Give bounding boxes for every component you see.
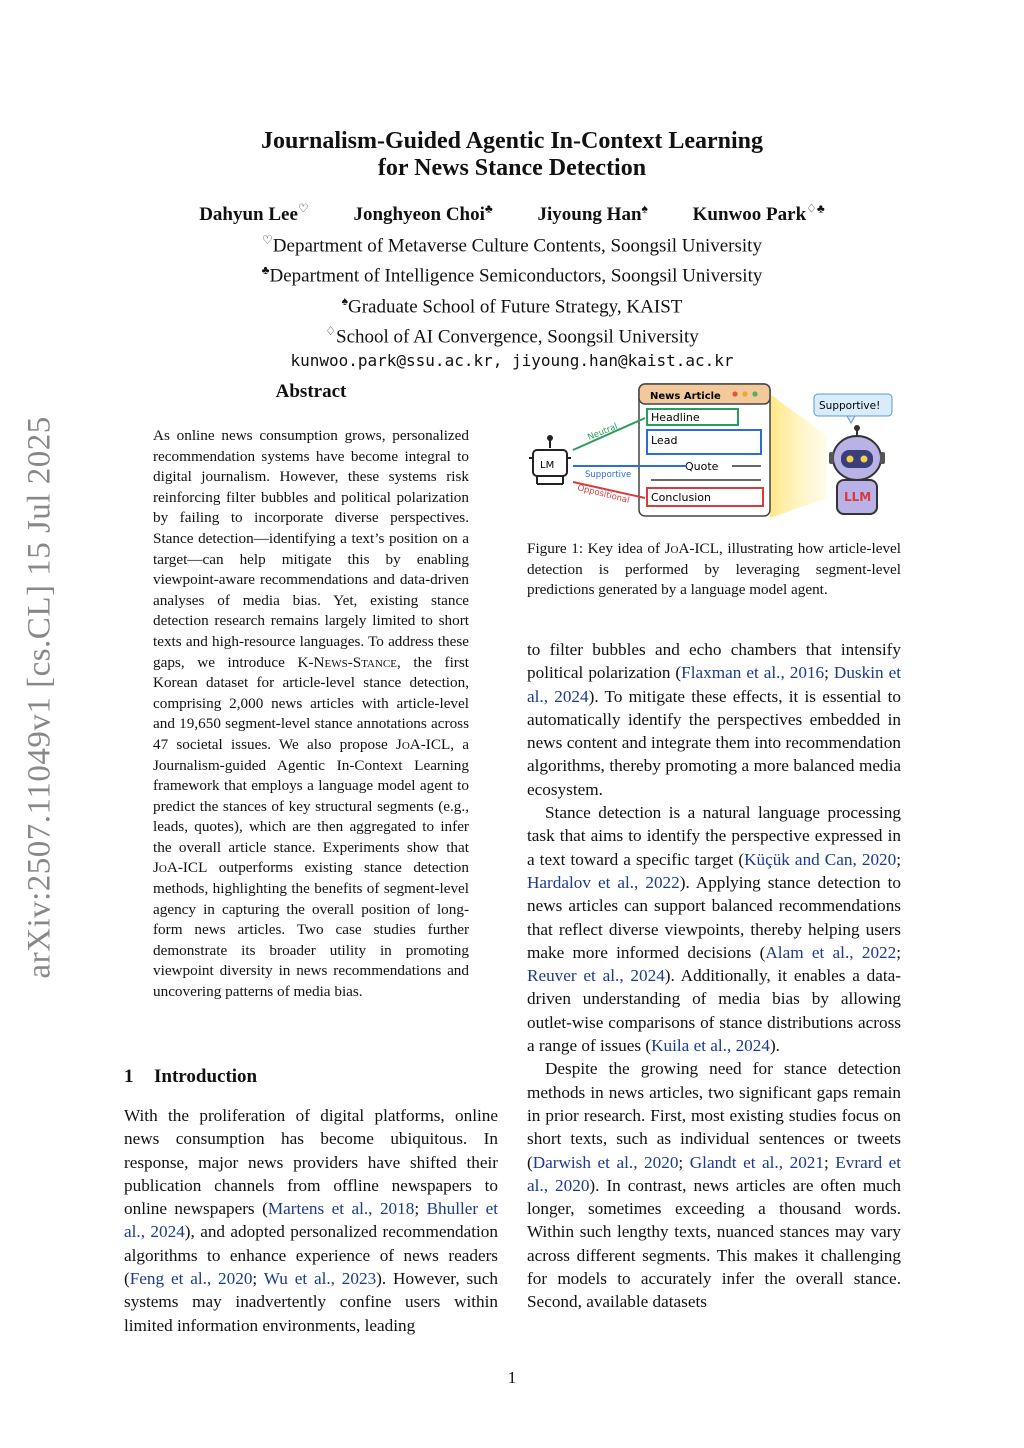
citation[interactable]: Martens et al., 2018 [267,1199,415,1219]
paragraph: Stance detection is a natural language processing task that aims to identify the perspective expressed in a text toward a specific target (Küçük and Can, 2020; Hardalov et al., 2022). Applying stance detection to news articles can support balanced recommendations that reflect diverse viewpoints, thereby helping users make more informed decisions (Alam et al., 2022; Reuver et al., 2024). Additionally, it enables a data-driven understanding of media bias by allowing outlet-wise comparisons of stance distributions across a range of issues (Kuila et al., 2024). [527,803,902,1056]
method-name: JoA-ICL [395,735,451,753]
author: Kunwoo Park♢♣ [692,202,825,226]
svg-text:Supportive!: Supportive! [819,400,881,412]
citation[interactable]: Feng et al., 2020 [129,1269,253,1289]
svg-text:Supportive: Supportive [585,470,632,480]
citation[interactable]: Hardalov et al., 2022 [527,872,680,892]
paragraph: to filter bubbles and echo chambers that intensify political polarization (Flaxman et al., 2016; Duskin et al., 2024). To mitigate these effects, it is essential to automatically identify the perspectives embedded in news content and integrate them into recommendation algorithms, thereby promoting a more balanced media ecosystem. [527,640,902,799]
svg-text:Lead: Lead [651,434,678,447]
page-number: 1 [507,1368,517,1387]
email-addresses[interactable]: kunwoo.park@ssu.ac.kr, jiyoung.han@kaist.ac.kr [290,351,734,371]
svg-text:Conclusion: Conclusion [651,491,711,504]
intro-left-column: With the proliferation of digital platforms, online news consumption has become ubiquitous. In response, major news providers have shifted their publication channels from offline newspapers to online newspapers (Martens et al., 2018; Bhuller et al., 2024), and adopted personalized recommendation algorithms to enhance experience of news readers (Feng et al., 2020; Wu et al., 2023). However, such systems may inadvertently confine users within limited information environments, leading [124,1106,498,1335]
intro-right-column [527,638,901,1314]
author: Dahyun Lee♡ [199,202,309,226]
citation[interactable]: Reuver et al., 2024 [527,966,665,986]
figure-1 [527,378,901,528]
figure-caption: Figure 1: Key idea of JoA-ICL, illustrating how article-level detection is performed by leveraging segment-level predictions generated by a language model agent. [527,540,901,599]
affiliations [0,228,1024,373]
affiliation: ♡Department of Metaverse Culture Contents, Soongsil University [262,233,762,257]
citation[interactable]: Alam et al., 2022 [765,942,897,962]
affiliation: ♣Department of Intelligence Semiconductors, Soongsil University [261,263,763,287]
section-heading: 1 Introduction [124,1066,258,1087]
svg-text:LLM: LLM [844,490,872,504]
window-dot [732,391,737,396]
panel-title: News Article [650,391,721,402]
paragraph: Despite the growing need for stance detection methods in news articles, two significant gaps remain in prior research. First, most existing studies focus on short texts, such as individual sentences or tweets (Darwish et al., 2020; Glandt et al., 2021; Evrard et al., 2020). In contrast, news articles are often much longer, sometimes exceeding a thousand words. Within such lengthy texts, nuanced stances may vary across different segments. This makes it challenging for models to accurately infer the overall stance. Second, available datasets [527,1059,902,1312]
title-line-1: Journalism-Guided Agentic In-Context Learning [260,128,764,154]
citation[interactable]: Wu et al., 2023 [263,1269,377,1289]
window-dot [752,391,757,396]
svg-text:Headline: Headline [651,411,700,424]
citation[interactable]: Darwish et al., 2020 [532,1152,679,1172]
abstract-text: As online news consumption grows, personalized recommendation systems have become integral to digital journalism. However, these systems risk reinforcing filter bubbles and political polarization by failing to incorporate diverse perspectives. Stance detection—identifying a text’s position on a target—can help mitigate this by enabling viewpoint-aware recommendations and data-driven analyses of media bias. Yet, existing stance detection research remains largely limited to short texts and high-resource languages. To address these gaps, we introduce K-News-Stance, the first Korean dataset for article-level stance detection, comprising 2,000 news articles with article-level and 19,650 segment-level stance annotations across 47 societal issues. We also propose JoA-ICL, a Journalism-guided Agentic In-Context Learning framework that employs a language model agent to predict the stances of key structural segments (e.g., leads, quotes), which are then aggregated to infer the overall article stance. Experiments show that JoA-ICL outperforms existing stance detection methods, highlighting the benefits of segment-level agency in capturing the overall position of long-form news articles. Two case studies further demonstrate its broader utility in promoting viewpoint diversity in news recommendations and uncovering patterns of media bias. [153,427,469,1001]
dataset-name: K-News-Stance [297,653,397,671]
citation[interactable]: Duskin et al., 2024 [527,663,901,706]
svg-text:Oppositional: Oppositional [576,483,631,506]
arxiv-stamp: arXiv:2507.11049v1 [cs.CL] 15 Jul 2025 [21,416,58,979]
title-line-2: for News Stance Detection [377,155,647,181]
affiliation: ♠Graduate School of Future Strategy, KAIST [341,293,683,317]
author-list [0,202,1024,226]
citation[interactable]: Evrard et al., 2020 [527,1152,902,1195]
abstract-heading: Abstract [275,381,347,402]
citation[interactable]: Bhuller et al., 2024 [124,1199,498,1242]
lm-robot-icon [529,435,571,484]
citation[interactable]: Kuila et al., 2024 [651,1036,770,1056]
paper-title [0,128,1024,182]
author: Jonghyeon Choi♣ [353,202,493,226]
svg-text:LM: LM [540,460,555,471]
citation[interactable]: Flaxman et al., 2016 [681,663,825,683]
citation[interactable]: Küçük and Can, 2020 [744,849,897,869]
svg-text:Neutral: Neutral [586,421,620,443]
llm-agent-icon [829,425,885,514]
author: Jiyoung Han♠ [537,202,648,226]
window-dot [742,391,747,396]
citation[interactable]: Glandt et al., 2021 [689,1152,824,1172]
affiliation: ♢School of AI Convergence, Soongsil University [325,323,699,348]
segment-quote: Quote [685,460,719,473]
